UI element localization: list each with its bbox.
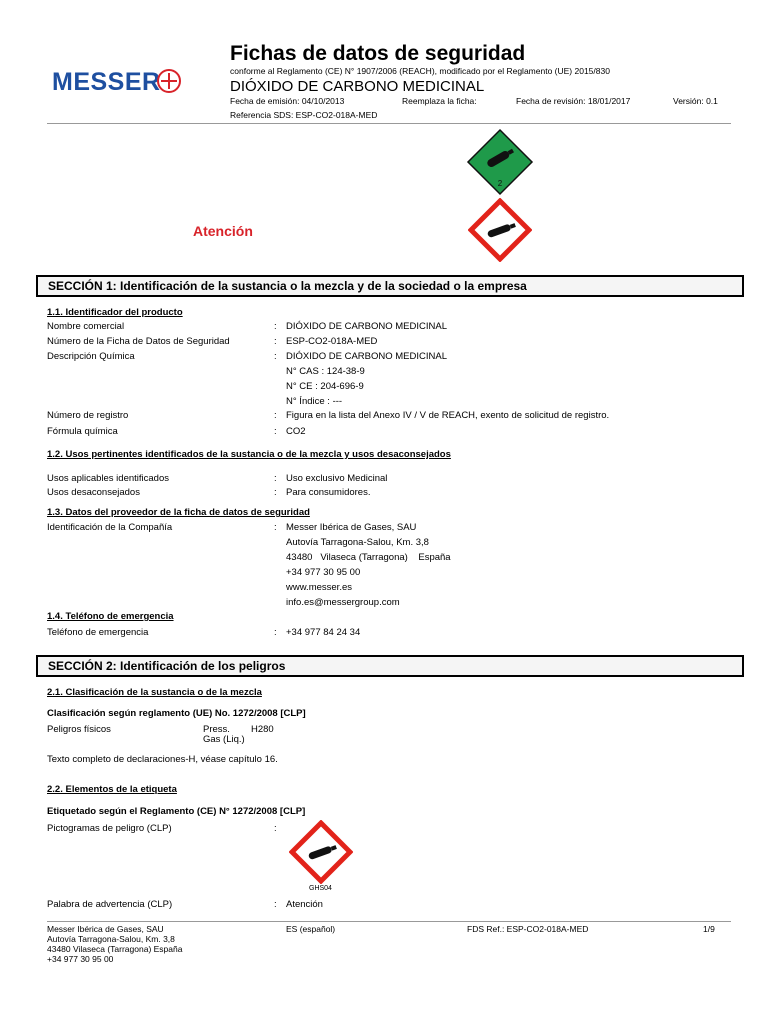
company-phone: +34 977 30 95 00 — [286, 567, 361, 578]
field-label: Usos aplicables identificados — [47, 473, 169, 484]
subsection-1-2-title: 1.2. Usos pertinentes identificados de la sustancia o de la mezcla y usos desaconsejados — [47, 449, 451, 460]
cas-number: N° CAS : 124-38-9 — [286, 366, 365, 377]
section-1-header: SECCIÓN 1: Identificación de la sustancia o la mezcla y de la sociedad o la empresa — [36, 275, 744, 297]
field-colon: : — [274, 823, 277, 834]
company-line: 43480 Vilaseca (Tarragona) España — [286, 552, 451, 563]
field-colon: : — [274, 627, 277, 638]
field-colon: : — [274, 336, 277, 347]
issue-date: Fecha de emisión: 04/10/2013 — [230, 96, 345, 106]
sds-reference: Referencia SDS: ESP-CO2-018A-MED — [230, 110, 378, 120]
field-label: Número de la Ficha de Datos de Seguridad — [47, 336, 230, 347]
company-email-link[interactable]: info.es@messergroup.com — [286, 597, 400, 608]
field-label: Descripción Química — [47, 351, 135, 362]
index-number: N° Índice : --- — [286, 396, 343, 407]
subsection-1-3-title: 1.3. Datos del proveedor de la ficha de datos de seguridad — [47, 507, 310, 518]
company-line: Autovía Tarragona-Salou, Km. 3,8 — [286, 537, 429, 548]
transport-label-number: 2 — [497, 179, 503, 188]
field-colon: : — [274, 473, 277, 484]
ghs04-gas-cylinder-icon — [468, 198, 532, 262]
labelling-title: Etiquetado según el Reglamento (CE) N° 1272/2008 [CLP] — [47, 806, 306, 817]
product-name: DIÓXIDO DE CARBONO MEDICINAL — [230, 78, 485, 95]
emergency-phone: +34 977 84 24 34 — [286, 627, 361, 638]
hazard-class: Gas (Liq.) — [203, 734, 245, 745]
section-2-header: SECCIÓN 2: Identificación de los peligros — [36, 655, 744, 677]
field-colon: : — [274, 487, 277, 498]
footer-divider — [47, 921, 731, 922]
field-colon: : — [274, 351, 277, 362]
field-label: Usos desaconsejados — [47, 487, 140, 498]
field-label: Fórmula química — [47, 426, 118, 437]
subsection-1-4-title: 1.4. Teléfono de emergencia — [47, 611, 174, 622]
clp-classification-title: Clasificación según reglamento (UE) No. 1272/2008 [CLP] — [47, 708, 306, 719]
field-label: Teléfono de emergencia — [47, 627, 149, 638]
footer-fds-ref: FDS Ref.: ESP-CO2-018A-MED — [467, 924, 589, 934]
company-website-link[interactable]: www.messer.es — [286, 582, 352, 593]
footer-company — [47, 924, 182, 964]
footer-company-line: Messer Ibérica de Gases, SAU — [47, 924, 164, 934]
ghs-label: GHS04 — [309, 885, 332, 892]
field-colon: : — [274, 410, 277, 421]
signal-word: Atención — [193, 223, 253, 239]
regulation-subtitle: conforme al Reglamento (CE) N° 1907/2006 (REACH), modificado por el Reglamento (UE) 2015/830 — [230, 66, 610, 76]
footer-company-line: 43480 Vilaseca (Tarragona) España — [47, 944, 183, 954]
field-label: Nombre comercial — [47, 321, 125, 332]
field-label: Número de registro — [47, 410, 129, 421]
ghs04-gas-cylinder-icon — [289, 820, 353, 884]
subsection-1-1-title: 1.1. Identificador del producto — [47, 307, 183, 318]
field-value: Uso exclusivo Medicinal — [286, 473, 388, 484]
version: Versión: 0.1 — [673, 96, 718, 106]
field-value: Figura en la lista del Anexo IV / V de REACH, exento de solicitud de registro. — [286, 410, 610, 421]
field-colon: : — [274, 426, 277, 437]
footer-page-number: 1/9 — [703, 924, 715, 934]
field-value: ESP-CO2-018A-MED — [286, 336, 378, 347]
footer-company-line: +34 977 30 95 00 — [47, 954, 114, 964]
subsection-2-1-title: 2.1. Clasificación de la sustancia o de la mezcla — [47, 687, 262, 698]
hazard-class: Press. — [203, 724, 230, 735]
field-label: Identificación de la Compañía — [47, 522, 173, 533]
ce-number: N° CE : 204-696-9 — [286, 381, 364, 392]
hazard-code: H280 — [251, 724, 274, 735]
field-value: DIÓXIDO DE CARBONO MEDICINAL — [286, 321, 447, 332]
signal-word-value: Atención — [286, 899, 323, 910]
revision-date: Fecha de revisión: 18/01/2017 — [516, 96, 631, 106]
field-value: Para consumidores. — [286, 487, 371, 498]
replaces: Reemplaza la ficha: — [402, 96, 477, 106]
field-colon: : — [274, 321, 277, 332]
transport-gas-cylinder-icon — [466, 128, 534, 196]
messer-logo-mark-icon — [157, 69, 181, 93]
document-title: Fichas de datos de seguridad — [230, 42, 526, 65]
subsection-2-2-title: 2.2. Elementos de la etiqueta — [47, 784, 177, 795]
footer-company-line: Autovía Tarragona-Salou, Km. 3,8 — [47, 934, 175, 944]
messer-logo: MESSER — [52, 68, 161, 96]
footer-language: ES (español) — [286, 924, 336, 934]
field-value: CO2 — [286, 426, 306, 437]
header-divider — [47, 123, 731, 124]
field-label: Palabra de advertencia (CLP) — [47, 899, 173, 910]
company-line: Messer Ibérica de Gases, SAU — [286, 522, 417, 533]
field-label: Peligros físicos — [47, 724, 111, 735]
field-colon: : — [274, 522, 277, 533]
field-value: DIÓXIDO DE CARBONO MEDICINAL — [286, 351, 447, 362]
field-label: Pictogramas de peligro (CLP) — [47, 823, 172, 834]
field-colon: : — [274, 899, 277, 910]
full-text-note: Texto completo de declaraciones-H, véase capítulo 16. — [47, 754, 278, 765]
